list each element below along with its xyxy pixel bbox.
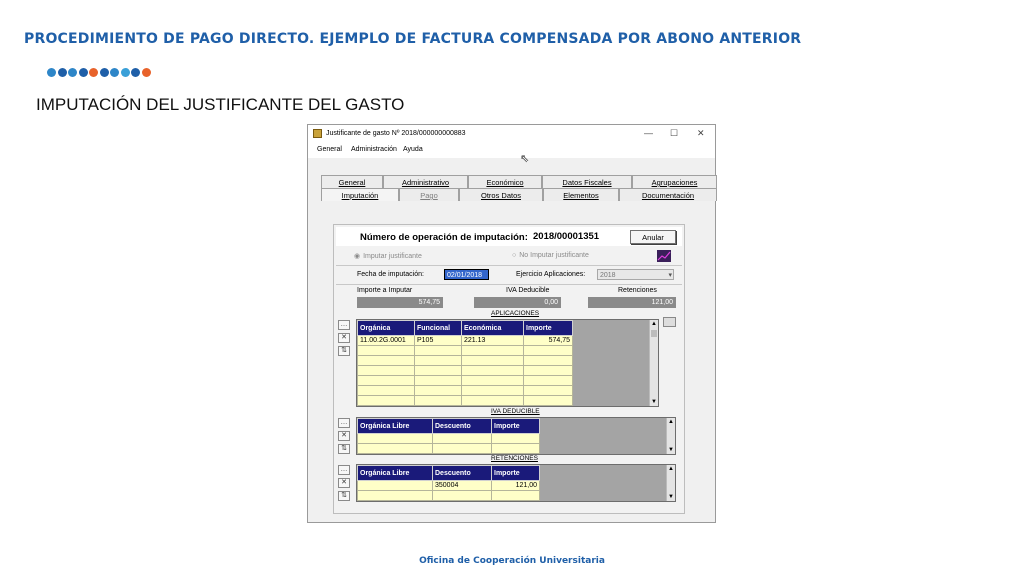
col-economica[interactable]: Económica [462,321,524,336]
more-button[interactable]: … [338,465,350,475]
window-title: Justificante de gasto Nº 2018/000000000883 [326,130,466,137]
slide-subtitle: IMPUTACIÓN DEL JUSTIFICANTE DEL GASTO [36,95,405,114]
close-button[interactable]: ✕ [697,128,705,138]
vertical-scrollbar[interactable] [666,418,675,454]
chevron-down-icon: ▾ [668,272,672,279]
col-descuento[interactable]: Descuento [433,466,492,481]
table-cell[interactable] [462,376,524,386]
radio-selected-icon: ◉ [354,253,361,260]
scroll-down-icon[interactable]: ▼ [668,494,674,500]
app-window [307,124,716,523]
dot-3 [79,68,88,77]
radio-no-imputar[interactable]: ○ No Imputar justificante [512,252,589,259]
sort-icon[interactable]: ⇅ [338,346,350,356]
table-cell[interactable] [492,444,540,454]
scroll-up-icon[interactable]: ▲ [668,419,674,425]
table-cell[interactable] [524,396,573,406]
delete-row-icon[interactable]: ✕ [338,478,350,488]
table-cell[interactable] [433,444,492,454]
table-cell[interactable] [358,376,415,386]
menu-ayuda[interactable]: Ayuda [403,146,423,153]
maximize-button[interactable]: ☐ [670,128,679,138]
table-cell[interactable] [358,481,433,491]
iva-deducible-label: IVA DEDUCIBLE [491,408,540,415]
table-cell[interactable] [524,346,573,356]
table-cell[interactable] [524,356,573,366]
table-cell[interactable] [524,366,573,376]
minimize-button[interactable]: — [644,128,653,138]
fecha-field[interactable]: 02/01/2018 [444,269,489,280]
aplicaciones-label: APLICACIONES [491,310,540,317]
scroll-up-icon[interactable]: ▲ [668,466,674,472]
table-row[interactable] [358,376,573,386]
radio-empty-icon: ○ [512,252,517,259]
table-cell[interactable] [415,366,462,376]
vertical-scrollbar[interactable] [666,465,675,501]
retenciones-side-buttons [338,465,350,504]
table-cell[interactable]: 121,00 [492,481,540,491]
table-cell[interactable] [524,376,573,386]
table-cell[interactable] [433,434,492,444]
table-cell[interactable] [462,386,524,396]
dot-4 [89,68,98,77]
table-cell[interactable]: 221.13 [462,336,524,346]
retenciones-section-label: RETENCIONES [491,455,538,462]
operation-number: 2018/00001351 [533,231,600,242]
table-row[interactable] [358,346,573,356]
table-row[interactable] [358,434,540,444]
table-row[interactable] [358,396,573,406]
col-organica-libre[interactable]: Orgánica Libre [358,466,433,481]
decorative-dots [47,68,151,77]
scroll-thumb[interactable] [651,330,657,337]
table-row[interactable] [358,366,573,376]
table-cell[interactable] [358,396,415,406]
scroll-down-icon[interactable]: ▼ [668,447,674,453]
table-cell[interactable]: 350004 [433,481,492,491]
table-cell[interactable] [358,444,433,454]
table-cell[interactable] [415,376,462,386]
importe-field: 574,75 [357,297,443,308]
tab-general[interactable]: General [321,175,383,188]
col-organica[interactable]: Orgánica [358,321,415,336]
fecha-label: Fecha de imputación: [357,271,424,278]
table-cell[interactable] [492,434,540,444]
dot-1 [58,68,67,77]
tab-imputacion[interactable]: Imputación [321,188,399,201]
app-icon [313,129,322,138]
sort-icon[interactable]: ⇅ [338,491,350,501]
ejercicio-label: Ejercicio Aplicaciones: [516,271,586,278]
table-cell[interactable] [462,366,524,376]
dot-8 [131,68,140,77]
mouse-cursor-icon: ⇖ [520,153,530,165]
separator [336,284,682,285]
table-row[interactable] [358,491,540,501]
table-row[interactable] [358,336,573,346]
table-cell[interactable] [358,366,415,376]
importe-label: Importe a Imputar [357,287,413,294]
table-cell[interactable]: 11.00.2G.0001 [358,336,415,346]
slide-title: PROCEDIMIENTO DE PAGO DIRECTO. EJEMPLO DE FACTURA COMPENSADA POR ABONO ANTERIOR [24,31,802,47]
table-cell[interactable] [462,356,524,366]
col-importe[interactable]: Importe [492,466,540,481]
dot-7 [121,68,130,77]
table-cell[interactable] [433,491,492,501]
table-row[interactable] [358,386,573,396]
tab-otros-datos[interactable]: Otros Datos [459,188,543,201]
ejercicio-select[interactable]: 2018 ▾ [597,269,674,280]
dot-2 [68,68,77,77]
chart-icon[interactable] [657,250,671,262]
iva-field: 0,00 [474,297,561,308]
table-cell[interactable] [462,346,524,356]
tab-economico[interactable]: Económico [468,175,542,188]
col-descuento[interactable]: Descuento [433,419,492,434]
radio-imputar[interactable]: ◉ Imputar justificante [354,253,422,260]
retenciones-grid [356,464,676,502]
operation-header [336,227,682,246]
operation-label: Número de operación de imputación: [360,232,528,243]
table-cell[interactable] [358,356,415,366]
table-cell[interactable] [358,434,433,444]
dot-0 [47,68,56,77]
anular-button[interactable]: Anular [630,230,676,244]
menu-bar [308,144,715,158]
table-cell[interactable] [358,386,415,396]
imputacion-panel [333,224,685,514]
separator [336,265,682,266]
table-cell[interactable] [358,491,433,501]
tab-pago[interactable]: Pago [399,188,459,201]
dot-5 [100,68,109,77]
tab-elementos[interactable]: Elementos [543,188,619,201]
iva-side-buttons [338,418,350,457]
table-cell[interactable] [415,356,462,366]
table-cell[interactable] [492,491,540,501]
table-cell[interactable]: P105 [415,336,462,346]
retenciones-label: Retenciones [618,287,657,294]
more-button[interactable]: … [338,320,350,330]
menu-general[interactable]: General [317,146,342,153]
col-funcional[interactable]: Funcional [415,321,462,336]
scroll-up-icon[interactable]: ▲ [651,321,657,327]
table-row[interactable] [358,356,573,366]
sort-icon[interactable]: ⇅ [338,444,350,454]
table-cell[interactable] [524,386,573,396]
grid-options-icon[interactable] [663,317,676,327]
delete-row-icon[interactable]: ✕ [338,333,350,343]
title-bar [308,125,715,144]
aplicaciones-grid [356,319,659,407]
menu-administracion[interactable]: Administración [351,146,397,153]
table-cell[interactable] [462,396,524,406]
delete-row-icon[interactable]: ✕ [338,431,350,441]
col-organica-libre[interactable]: Orgánica Libre [358,419,433,434]
tab-agrupaciones[interactable]: Agrupaciones [632,175,717,188]
table-cell[interactable] [415,386,462,396]
table-row[interactable] [358,481,540,491]
table-cell[interactable] [415,396,462,406]
iva-deducible-grid [356,417,676,455]
aplicaciones-side-buttons [338,320,350,359]
footer-text: Oficina de Cooperación Universitaria [419,556,605,566]
vertical-scrollbar[interactable] [649,320,658,406]
tab-datos-fiscales[interactable]: Datos Fiscales [542,175,632,188]
scroll-down-icon[interactable]: ▼ [651,399,657,405]
table-cell[interactable] [358,346,415,356]
table-cell[interactable]: 574,75 [524,336,573,346]
iva-label: IVA Deducible [506,287,550,294]
retenciones-field: 121,00 [588,297,676,308]
tab-documentacion[interactable]: Documentación [619,188,717,201]
table-cell[interactable] [415,346,462,356]
dot-9 [142,68,151,77]
col-importe[interactable]: Importe [492,419,540,434]
tab-administrativo[interactable]: Administrativo [383,175,468,188]
more-button[interactable]: … [338,418,350,428]
table-row[interactable] [358,444,540,454]
col-importe[interactable]: Importe [524,321,573,336]
dot-6 [110,68,119,77]
